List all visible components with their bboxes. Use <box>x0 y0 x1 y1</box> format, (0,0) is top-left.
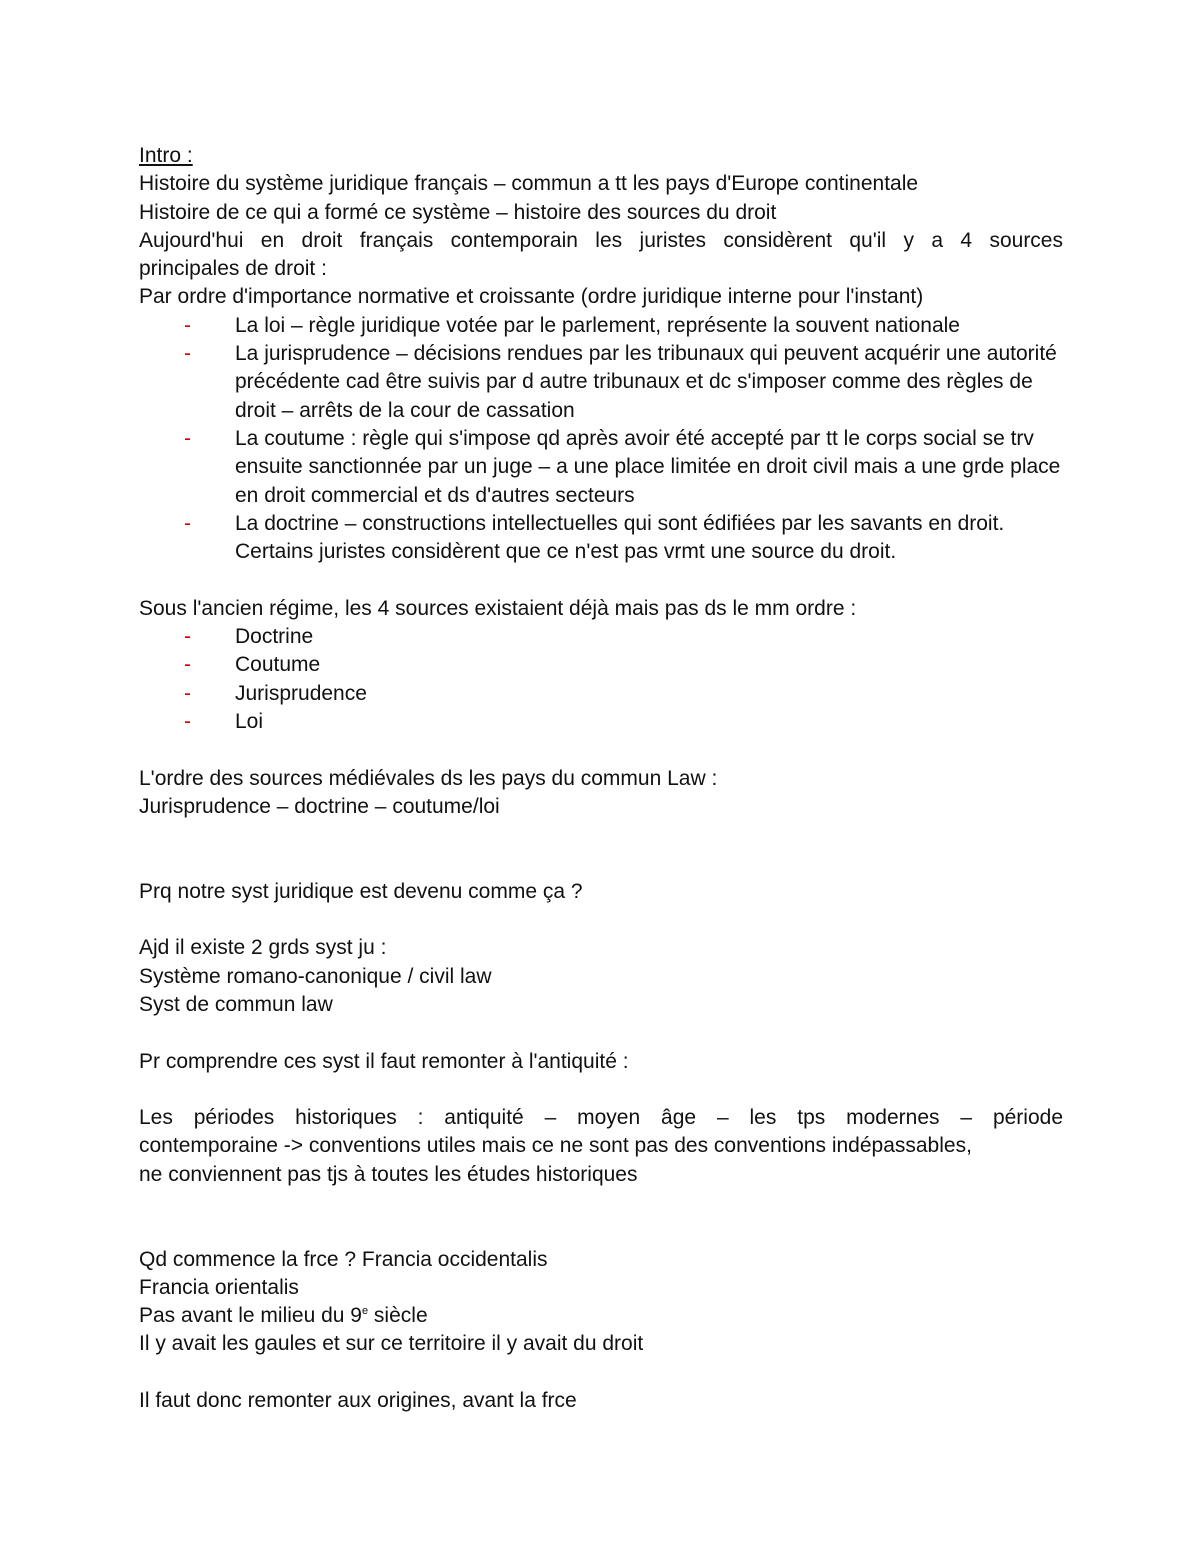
list-item <box>139 623 1063 651</box>
systems-line2: Système romano-canonique / civil law <box>139 964 492 988</box>
document-page <box>139 142 1063 1415</box>
ancien-regime-list <box>139 623 1063 736</box>
dash-bullet: - <box>184 426 191 450</box>
spacer <box>139 566 1063 594</box>
list-item <box>139 651 1063 679</box>
periodes-line2: contemporaine -> conventions utiles mais ce ne sont pas des conventions indépassables, <box>139 1134 972 1158</box>
france-line3-pre: Pas avant le milieu du 9 <box>139 1304 362 1328</box>
spacer <box>139 1019 1063 1047</box>
spacer <box>139 1189 1063 1246</box>
list-item <box>139 340 1063 425</box>
para1-line2: Histoire de ce qui a formé ce système – histoire des sources du droit <box>139 200 777 224</box>
spacer <box>139 821 1063 878</box>
list-item <box>139 312 1063 340</box>
list-item <box>139 708 1063 736</box>
para1-line3: Aujourd'hui en droit français contemporain les juristes considèrent qu'il y a 4 sources <box>139 228 1063 252</box>
para1-line5: Par ordre d'importance normative et croissante (ordre juridique interne pour l'instant) <box>139 285 924 309</box>
spacer <box>139 1359 1063 1387</box>
list-item-text: La jurisprudence – décisions rendues par les tribunaux qui peuvent acquérir une autorité précédente cad être suivis par d autre tribunaux et dc s'imposer comme des règles de droit – arrêts de la cour de cassation <box>235 342 1057 422</box>
france-line3 <box>139 1302 1063 1330</box>
antiquite-line: Pr comprendre ces syst il faut remonter à l'antiquité : <box>139 1049 629 1073</box>
systems-line1: Ajd il existe 2 grds syst ju : <box>139 936 387 960</box>
list-item <box>139 425 1063 510</box>
dash-bullet: - <box>184 511 191 535</box>
dash-bullet: - <box>184 681 191 705</box>
spacer <box>139 906 1063 934</box>
conclusion-line: Il faut donc remonter aux origines, avant la frce <box>139 1389 577 1413</box>
para1-line4: principales de droit : <box>139 257 327 281</box>
periodes-line1: Les périodes historiques : antiquité – moyen âge – les tps modernes – période <box>139 1106 1063 1130</box>
commun-law-line1: L'ordre des sources médiévales ds les pays du commun Law : <box>139 766 718 790</box>
question-line: Prq notre syst juridique est devenu comme ça ? <box>139 879 583 903</box>
france-line3-post: siècle <box>368 1304 428 1328</box>
list-item-text: La loi – règle juridique votée par le parlement, représente la souvent nationale <box>235 313 960 337</box>
france-line2: Francia orientalis <box>139 1275 299 1299</box>
dash-bullet: - <box>184 625 191 649</box>
dash-bullet: - <box>184 653 191 677</box>
spacer <box>139 1076 1063 1104</box>
systems-line3: Syst de commun law <box>139 992 333 1016</box>
commun-law-line2: Jurisprudence – doctrine – coutume/loi <box>139 794 500 818</box>
para1-line1: Histoire du système juridique français – commun a tt les pays d'Europe continentale <box>139 172 919 196</box>
list-item-text: Coutume <box>235 653 321 677</box>
dash-bullet: - <box>184 709 191 733</box>
france-line1: Qd commence la frce ? Francia occidentalis <box>139 1247 548 1271</box>
list-item <box>139 510 1063 567</box>
list-item-text: La doctrine – constructions intellectuelles qui sont édifiées par les savants en droit. Certains juristes considèrent que ce n'est pas vrmt une source du droit. <box>235 511 1005 564</box>
spacer <box>139 736 1063 764</box>
ancien-regime-intro: Sous l'ancien régime, les 4 sources existaient déjà mais pas ds le mm ordre : <box>139 596 857 620</box>
periodes-line3: ne conviennent pas tjs à toutes les études historiques <box>139 1162 638 1186</box>
list-item-text: Jurisprudence <box>235 681 367 705</box>
list-item-text: Doctrine <box>235 625 314 649</box>
france-line4: Il y avait les gaules et sur ce territoire il y avait du droit <box>139 1332 644 1356</box>
list-item <box>139 680 1063 708</box>
france-line3-sup: e <box>361 1305 369 1318</box>
intro-title: Intro : <box>139 144 193 167</box>
list-item-text: La coutume : règle qui s'impose qd après avoir été accepté par tt le corps social se trv ensuite sanctionnée par un juge – a une place limitée en droit civil mais a une grde place en droit commercial et ds d'autres secteurs <box>235 426 1061 507</box>
dash-bullet: - <box>184 342 191 366</box>
sources-list <box>139 312 1063 567</box>
dash-bullet: - <box>184 313 191 337</box>
list-item-text: Loi <box>235 709 264 733</box>
